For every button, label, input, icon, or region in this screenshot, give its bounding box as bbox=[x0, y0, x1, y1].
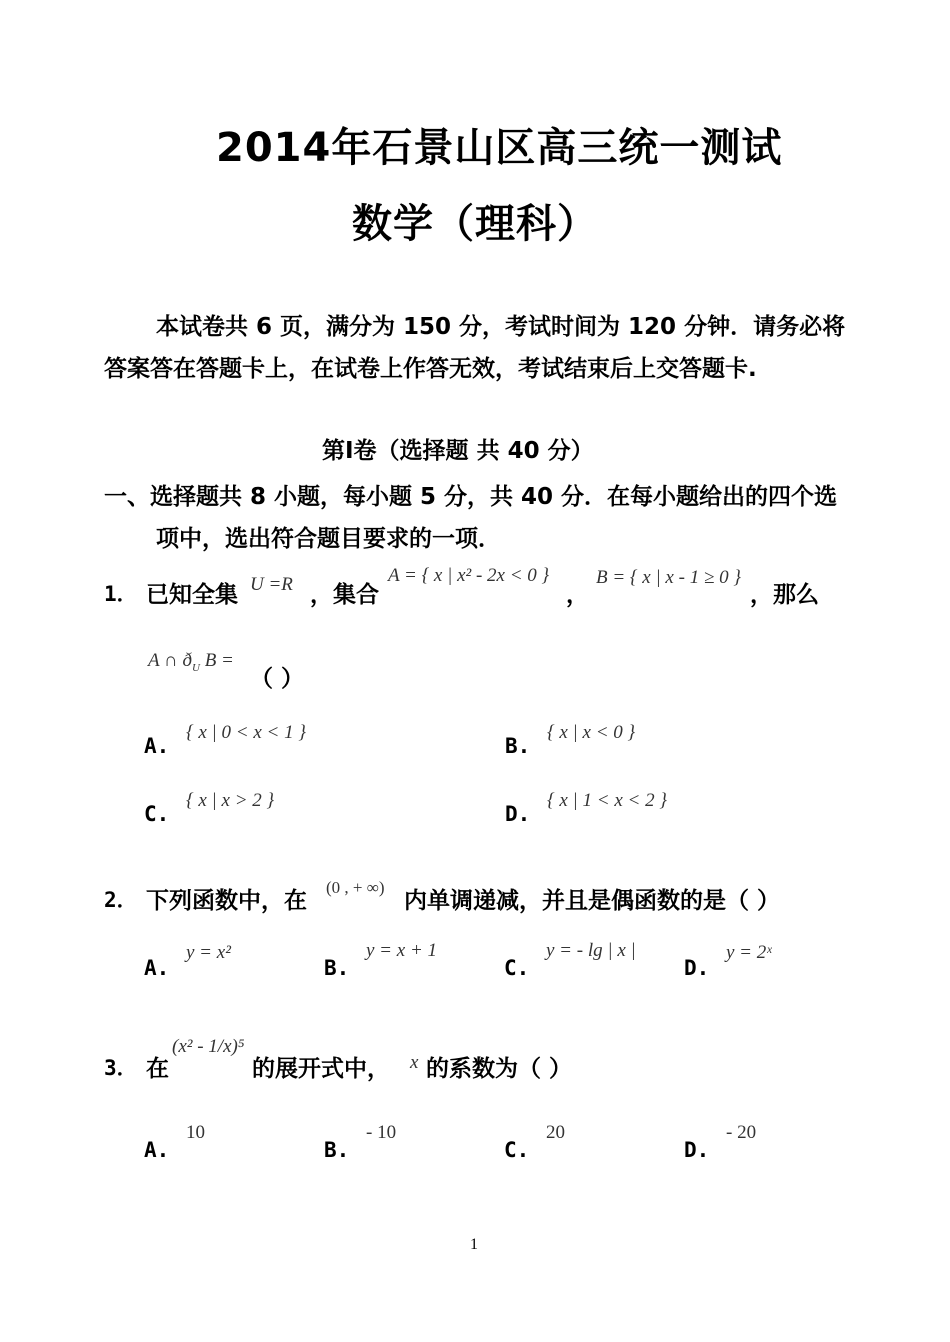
option-d-label: D. bbox=[684, 1138, 710, 1162]
question-text: ， bbox=[566, 582, 589, 608]
question-text: ，那么 bbox=[750, 582, 819, 608]
option-d-value: - 20 bbox=[726, 1122, 757, 1143]
option-b-label: B. bbox=[505, 734, 531, 758]
option-a-label: A. bbox=[144, 1138, 170, 1162]
option-c-label: C. bbox=[504, 1138, 530, 1162]
binomial-expr: (x² - 1/x)⁵ bbox=[172, 1036, 245, 1057]
option-a-label: A. bbox=[144, 734, 170, 758]
interval-expr: (0 , + ∞) bbox=[326, 878, 385, 897]
option-b-value: y = x + 1 bbox=[366, 940, 438, 961]
question-text: 内单调递减，并且是偶函数的是（ ） bbox=[404, 888, 781, 914]
option-b-label: B. bbox=[324, 1138, 350, 1162]
option-a-value: 10 bbox=[186, 1122, 205, 1143]
section-instruction-line-2: 项中，选出符合题目要求的一项． bbox=[156, 526, 501, 552]
question-text: 下列函数中，在 bbox=[146, 888, 307, 914]
option-d-label: D. bbox=[684, 956, 710, 980]
option-c-value: { x | x > 2 } bbox=[186, 790, 275, 811]
question-text: 在 bbox=[146, 1056, 169, 1082]
question-text: 的系数为（ ） bbox=[426, 1056, 573, 1082]
exam-subtitle: 数学（理科） bbox=[352, 201, 598, 247]
option-b-value: - 10 bbox=[366, 1122, 397, 1143]
intro-line-2: 答案答在答题卡上，在试卷上作答无效，考试结束后上交答题卡. bbox=[104, 356, 757, 382]
option-c-label: C. bbox=[504, 956, 530, 980]
question-text: 的展开式中， bbox=[252, 1056, 390, 1082]
intersection-expr: A ∩ $ð_U$ B = bbox=[148, 650, 234, 674]
section-instruction-line-1: 一、选择题共 8 小题，每小题 5 分，共 40 分．在每小题给出的四个选 bbox=[104, 484, 838, 510]
option-d-label: D. bbox=[505, 802, 531, 826]
set-a-expr: A = { x | x² - 2x < 0 } bbox=[388, 565, 550, 586]
option-d-value: y = 2ˣ bbox=[726, 942, 772, 963]
option-c-value: 20 bbox=[546, 1122, 565, 1143]
option-b-value: { x | x < 0 } bbox=[547, 722, 636, 743]
option-a-value: { x | 0 < x < 1 } bbox=[186, 722, 306, 743]
question-text: ，集合 bbox=[310, 582, 379, 608]
option-a-label: A. bbox=[144, 956, 170, 980]
question-number: 3． bbox=[104, 1056, 138, 1080]
universal-set-expr: U =R bbox=[250, 574, 293, 595]
question-number: 2． bbox=[104, 888, 138, 912]
option-c-value: y = - lg | x | bbox=[546, 940, 636, 961]
question-number: 1． bbox=[104, 582, 138, 606]
option-b-label: B. bbox=[324, 956, 350, 980]
question-text: 已知全集 bbox=[146, 582, 238, 608]
variable-x: x bbox=[410, 1052, 419, 1073]
exam-title: 2014年石景山区高三统一测试 bbox=[216, 125, 783, 171]
option-c-label: C. bbox=[144, 802, 170, 826]
part-heading: 第Ⅰ卷（选择题 共 40 分） bbox=[322, 438, 594, 464]
page-number: 1 bbox=[470, 1236, 478, 1253]
set-b-expr: B = { x | x - 1 ≥ 0 } bbox=[596, 567, 741, 588]
option-d-value: { x | 1 < x < 2 } bbox=[547, 790, 667, 811]
intro-line-1: 本试卷共 6 页，满分为 150 分，考试时间为 120 分钟．请务必将 bbox=[156, 314, 846, 340]
option-a-value: y = x² bbox=[186, 942, 231, 963]
answer-paren: （ ） bbox=[250, 666, 305, 692]
